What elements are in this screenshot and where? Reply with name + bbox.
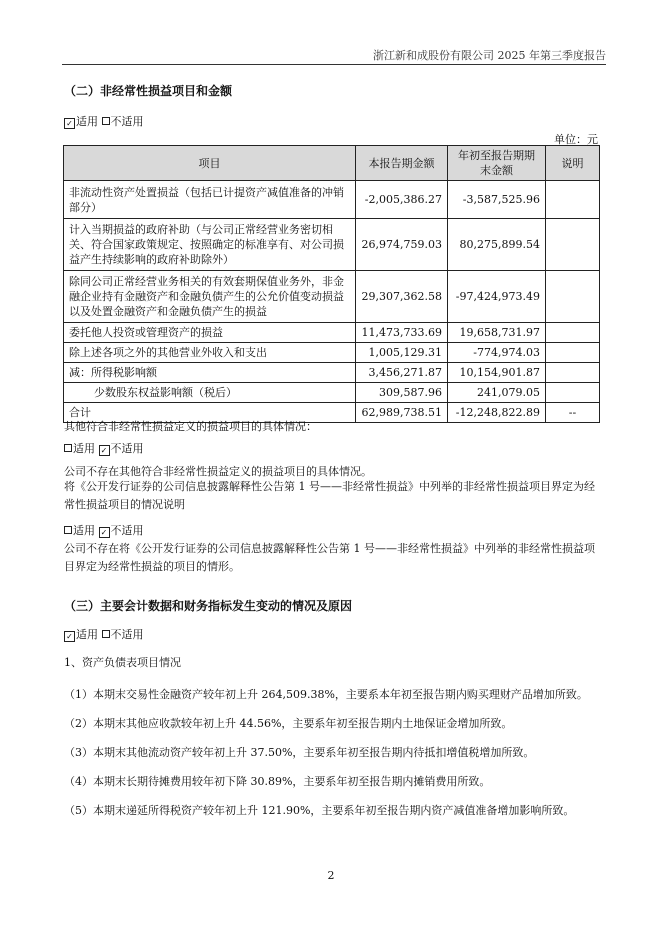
table-cell-note: -- bbox=[546, 403, 600, 423]
table-cell-note bbox=[546, 363, 600, 383]
table-cell-current: 11,473,733.69 bbox=[356, 323, 448, 343]
table-row bbox=[64, 383, 600, 403]
checkbox-checked-icon: ✓ bbox=[99, 527, 110, 538]
table-row bbox=[64, 271, 600, 323]
section-title-changes: （三）主要会计数据和财务指标发生变动的情况及原因 bbox=[64, 599, 353, 613]
table-row bbox=[64, 323, 600, 343]
table-cell-ytd: 19,658,731.97 bbox=[448, 323, 546, 343]
table-cell-ytd: -97,424,973.49 bbox=[448, 271, 546, 323]
page-number: 2 bbox=[327, 869, 335, 882]
table-cell-current: 29,307,362.58 bbox=[356, 271, 448, 323]
table-cell-item: 除上述各项之外的其他营业外收入和支出 bbox=[64, 343, 356, 363]
table-cell-item: 计入当期损益的政府补助（与公司正常经营业务密切相关、符合国家政策规定、按照确定的标准享有、对公司损益产生持续影响的政府补助除外） bbox=[64, 219, 356, 271]
table-row bbox=[64, 343, 600, 363]
table-cell-note bbox=[546, 323, 600, 343]
table-cell-ytd: -3,587,525.96 bbox=[448, 181, 546, 219]
table-cell-note bbox=[546, 219, 600, 271]
table-cell-current: 3,456,271.87 bbox=[356, 363, 448, 383]
section-title-nonrecurring: （二）非经常性损益项目和金额 bbox=[64, 84, 233, 98]
applicability-selection-4 bbox=[64, 626, 144, 642]
table-header-row bbox=[64, 146, 600, 181]
not-applicable-label: 不适用 bbox=[110, 628, 144, 641]
report-header: 浙江新和成股份有限公司 2025 年第三季度报告 bbox=[373, 49, 606, 62]
not-applicable-label: 不适用 bbox=[110, 442, 144, 455]
checkbox-empty-icon bbox=[102, 630, 110, 638]
checkbox-empty-icon bbox=[64, 444, 72, 452]
table-cell-note bbox=[546, 383, 600, 403]
table-row bbox=[64, 181, 600, 219]
table-cell-current: 1,005,129.31 bbox=[356, 343, 448, 363]
other-definition-text: 其他符合非经常性损益定义的损益项目的具体情况： bbox=[64, 420, 317, 433]
announcement-explanation: 将《公开发行证券的公司信息披露解释性公告第 1 号——非经常性损益》中列举的非经常性损益项目界定为经常性损益项目的情况说明 bbox=[64, 480, 595, 511]
header-divider bbox=[62, 64, 606, 65]
unit-label: 单位：元 bbox=[554, 133, 598, 146]
table-cell-ytd: -774,974.03 bbox=[448, 343, 546, 363]
applicable-label: 适用 bbox=[76, 628, 98, 641]
applicability-selection-2 bbox=[64, 440, 144, 456]
not-applicable-label: 不适用 bbox=[110, 524, 144, 537]
table-cell-note bbox=[546, 181, 600, 219]
table-cell-item: 非流动性资产处置损益（包括已计提资产减值准备的冲销部分） bbox=[64, 181, 356, 219]
table-cell-current: 309,587.96 bbox=[356, 383, 448, 403]
table-cell-ytd: 80,275,899.54 bbox=[448, 219, 546, 271]
table-cell-ytd: 241,079.05 bbox=[448, 383, 546, 403]
applicability-selection-3 bbox=[64, 522, 144, 538]
table-cell-item: 合计 bbox=[64, 403, 356, 423]
table-cell-ytd: -12,248,822.89 bbox=[448, 403, 546, 423]
list-item: （1）本期末交易性金融资产较年初上升 264,509.38%，主要系本年初至报告期内购买理财产品增加所致。 bbox=[64, 688, 588, 701]
table-cell-current: 26,974,759.03 bbox=[356, 219, 448, 271]
applicable-label: 适用 bbox=[73, 442, 95, 455]
table-row bbox=[64, 363, 600, 383]
list-item: （2）本期末其他应收款较年初上升 44.56%，主要系年初至报告期内土地保证金增加所致。 bbox=[64, 717, 513, 730]
other-definition-result: 公司不存在其他符合非经常性损益定义的损益项目的具体情况。 bbox=[64, 465, 372, 478]
column-header: 年初至报告期期末金额 bbox=[448, 146, 546, 181]
announcement-result: 公司不存在将《公开发行证券的公司信息披露解释性公告第 1 号——非经常性损益》中列举的非经常性损益项目界定为经常性损益的项目的情形。 bbox=[64, 542, 595, 573]
table-row bbox=[64, 219, 600, 271]
table-cell-current: -2,005,386.27 bbox=[356, 181, 448, 219]
checkbox-checked-icon: ✓ bbox=[99, 445, 110, 456]
table-cell-ytd: 10,154,901.87 bbox=[448, 363, 546, 383]
list-item: （4）本期末长期待摊费用较年初下降 30.89%，主要系年初至报告期内摊销费用所致。 bbox=[64, 775, 491, 788]
checkbox-checked-icon: ✓ bbox=[64, 631, 75, 642]
table-cell-note bbox=[546, 343, 600, 363]
list-item: （3）本期末其他流动资产较年初上升 37.50%，主要系年初至报告期内待抵扣增值税增加所致。 bbox=[64, 746, 535, 759]
balance-sheet-subheading: 1、资产负债表项目情况 bbox=[64, 656, 181, 669]
table-cell-item: 减：所得税影响额 bbox=[64, 363, 356, 383]
table-cell-item: 委托他人投资或管理资产的损益 bbox=[64, 323, 356, 343]
applicable-label: 适用 bbox=[73, 524, 95, 537]
nonrecurring-table bbox=[63, 145, 600, 423]
applicable-label: 适用 bbox=[76, 115, 98, 128]
list-item: （5）本期末递延所得税资产较年初上升 121.90%，主要系年初至报告期内资产减值准备增加影响所致。 bbox=[64, 804, 575, 817]
checkbox-empty-icon bbox=[64, 526, 72, 534]
not-applicable-label: 不适用 bbox=[110, 115, 144, 128]
table-cell-item: 少数股东权益影响额（税后） bbox=[64, 383, 356, 403]
checkbox-empty-icon bbox=[102, 117, 110, 125]
checkbox-checked-icon: ✓ bbox=[64, 118, 75, 129]
column-header: 说明 bbox=[546, 146, 600, 181]
column-header: 项目 bbox=[64, 146, 356, 181]
table-cell-item: 除同公司正常经营业务相关的有效套期保值业务外，非金融企业持有金融资产和金融负债产生的公允价值变动损益以及处置金融资产和金融负债产生的损益 bbox=[64, 271, 356, 323]
table-cell-current: 62,989,738.51 bbox=[356, 403, 448, 423]
table-cell-note bbox=[546, 271, 600, 323]
applicability-selection-1 bbox=[64, 113, 144, 129]
column-header: 本报告期金额 bbox=[356, 146, 448, 181]
